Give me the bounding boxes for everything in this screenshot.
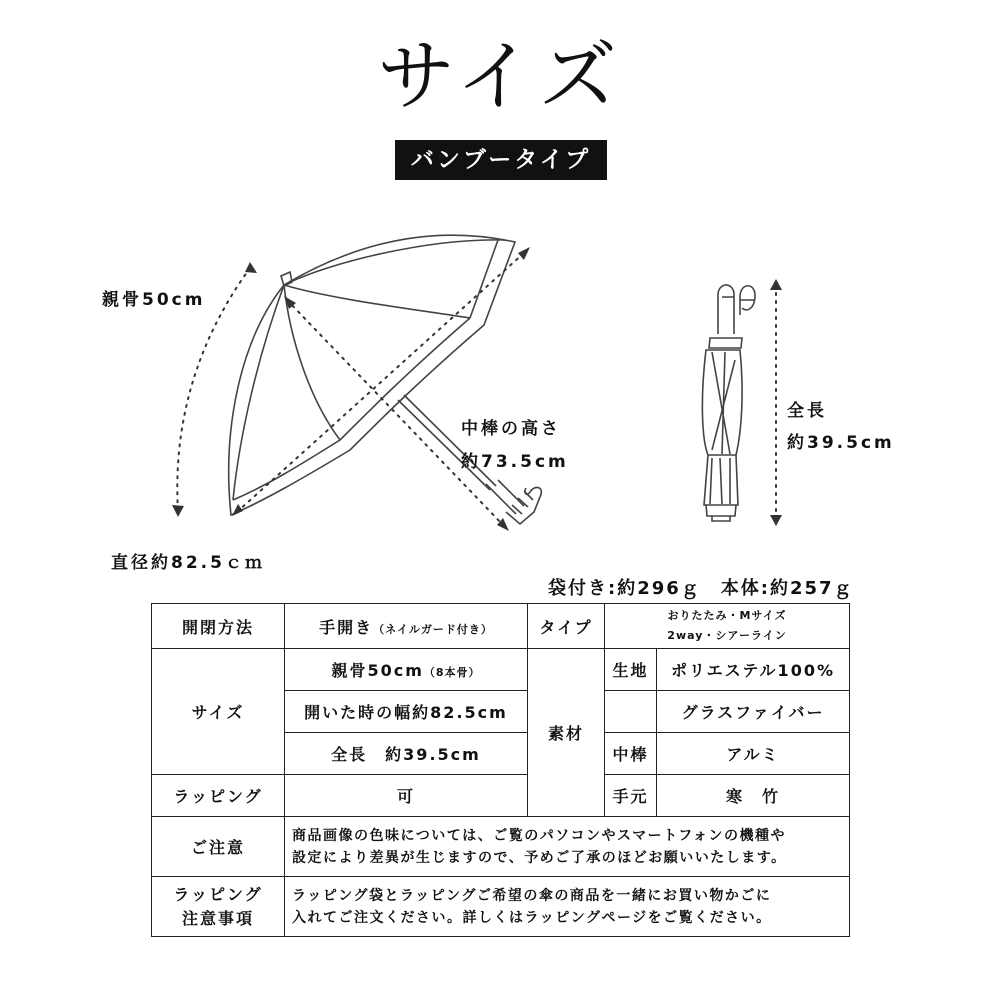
type-value-cell <box>605 604 850 649</box>
caution-text <box>285 817 850 877</box>
open-method-note: （ネイルガード付き） <box>373 622 493 636</box>
shaft-value: アルミ <box>657 733 850 775</box>
handle-label: 手元 <box>605 775 657 817</box>
total-length-title: 全長 <box>787 401 827 421</box>
open-method-value: 手開き <box>319 617 374 637</box>
type-value-line2: 2way・シアーライン <box>667 629 787 642</box>
wrap-note-line1: ラッピング袋とラッピングご希望の傘の商品を一緒にお買い物かごに <box>292 887 772 904</box>
open-umbrella-shaft <box>398 395 496 490</box>
diameter-label: 直径約82.5ｃｍ <box>111 553 265 573</box>
caution-line2: 設定により差異が生じますので、予めご了承のほどお願いいたします。 <box>292 849 787 866</box>
caution-line1: 商品画像の色味については、ご覧のパソコンやスマートフォンの機種や <box>292 827 787 844</box>
fabric-label: 生地 <box>605 649 657 691</box>
wrap-note-label-line2: 注意事項 <box>181 908 254 928</box>
wrap-note-line2: 入れてご注文ください。詳しくはラッピングページをご覧ください。 <box>292 909 772 926</box>
size-rib-cell <box>285 649 528 691</box>
type-value-line1: おりたたみ・Mサイズ <box>667 609 787 622</box>
caution-label: ご注意 <box>152 817 285 877</box>
size-width: 開いた時の幅約82.5cm <box>285 691 528 733</box>
open-method-cell <box>285 604 528 649</box>
type-label: タイプ <box>528 604 605 649</box>
rib-length-label: 親骨50cm <box>102 290 206 310</box>
size-length: 全長 約39.5cm <box>285 733 528 775</box>
wrap-note-text <box>285 877 850 937</box>
shaft-height-title: 中棒の高さ <box>461 419 561 439</box>
weight-info: 袋付き:約296ｇ 本体:約257ｇ <box>548 578 854 599</box>
shaft-height-value: 約73.5cm <box>461 452 569 472</box>
open-method-label: 開閉方法 <box>152 604 285 649</box>
size-label: サイズ <box>152 649 285 775</box>
rib-material-label <box>605 691 657 733</box>
handle-value: 寒 竹 <box>657 775 850 817</box>
size-rib-note: （8本骨） <box>423 666 481 679</box>
wrap-note-label <box>152 877 285 937</box>
fabric-value: ポリエステル100% <box>657 649 850 691</box>
size-rib: 親骨50cm <box>331 661 424 680</box>
total-length-value: 約39.5cm <box>787 433 895 453</box>
shaft-label: 中棒 <box>605 733 657 775</box>
folded-umbrella <box>702 285 755 521</box>
wrap-note-label-line1: ラッピング <box>173 884 263 904</box>
wrapping-label: ラッピング <box>152 775 285 817</box>
spec-table <box>151 603 850 937</box>
material-label: 素材 <box>528 649 605 817</box>
wrapping-value: 可 <box>285 775 528 817</box>
page-title: サイズ <box>377 32 623 122</box>
rib-material-value: グラスファイバー <box>657 691 850 733</box>
type-badge: バンブータイプ <box>395 140 607 180</box>
